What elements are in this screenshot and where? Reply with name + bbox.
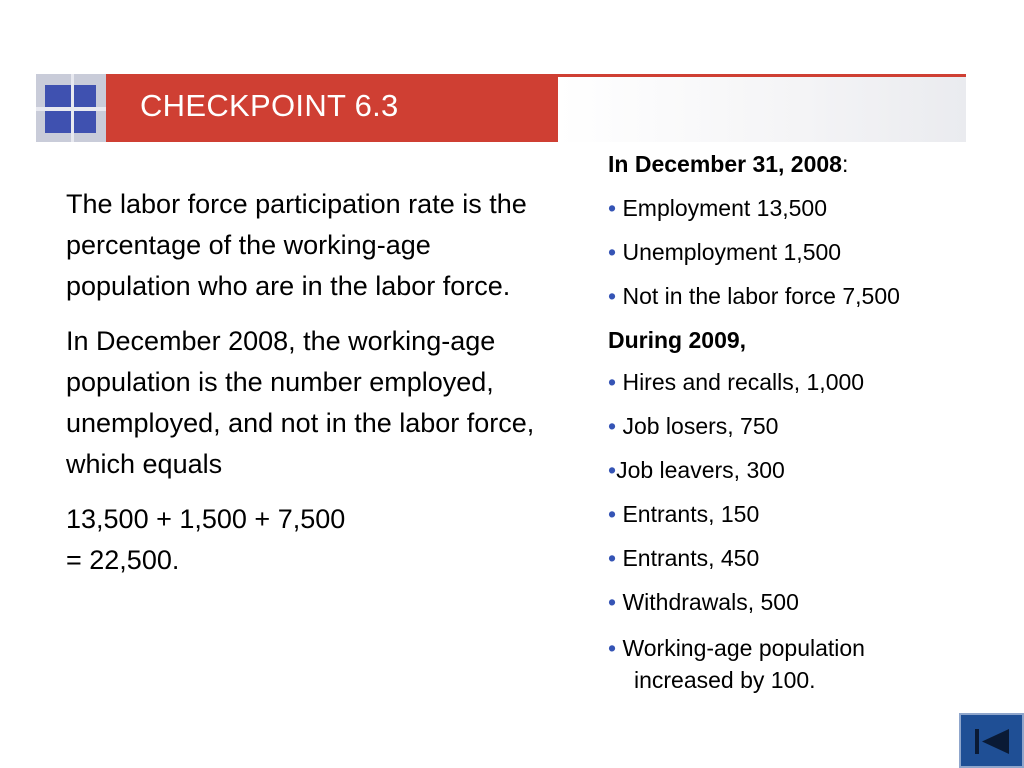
- page-title: CHECKPOINT 6.3: [140, 88, 399, 123]
- bullet-icon: •: [608, 635, 617, 661]
- list-item: • Entrants, 450: [608, 545, 760, 571]
- list-item: • Entrants, 150: [608, 501, 760, 527]
- skip-to-start-icon: [961, 715, 1022, 766]
- bullet-icon: •: [608, 457, 617, 483]
- list-item: • Job losers, 750: [608, 413, 779, 439]
- heading-during-2009: During 2009,: [608, 327, 747, 353]
- equation: [66, 499, 536, 581]
- list-item: • Working-age population increased by 100.: [608, 635, 865, 693]
- paragraph-population: In December 2008, the working-age population is the number employed, unemployed, and not in the labor force, which equals: [66, 326, 535, 479]
- list-item: • Not in the labor force 7,500: [608, 283, 900, 309]
- bullet-icon: •: [608, 545, 617, 571]
- heading-december-2008: In December 31, 2008:: [608, 151, 849, 177]
- header-banner: [36, 74, 966, 142]
- bullet-icon: •: [608, 239, 617, 265]
- bullet-icon: •: [608, 589, 617, 615]
- list-item: • Withdrawals, 500: [608, 589, 799, 615]
- list-item: • Employment 13,500: [608, 195, 828, 221]
- bullet-icon: •: [608, 413, 617, 439]
- bullet-icon: •: [608, 195, 617, 221]
- bullet-icon: •: [608, 369, 617, 395]
- title-bar: [106, 74, 558, 142]
- list-item: •Job leavers, 300: [608, 457, 785, 483]
- bullet-icon: •: [608, 283, 617, 309]
- data-list: [608, 150, 1008, 712]
- equation-line-1: 13,500 + 1,500 + 7,500: [66, 504, 346, 534]
- list-item: • Unemployment 1,500: [608, 239, 842, 265]
- bullet-icon: •: [608, 501, 617, 527]
- paragraph-definition: The labor force participation rate is the percentage of the working-age population who are in the labor force.: [66, 189, 527, 301]
- definition-text: [66, 184, 536, 595]
- equation-line-2: = 22,500.: [66, 545, 180, 575]
- logo-squares-icon: [36, 74, 106, 142]
- header-fade: [558, 77, 966, 142]
- first-slide-button[interactable]: [959, 713, 1024, 768]
- list-item: • Hires and recalls, 1,000: [608, 369, 865, 395]
